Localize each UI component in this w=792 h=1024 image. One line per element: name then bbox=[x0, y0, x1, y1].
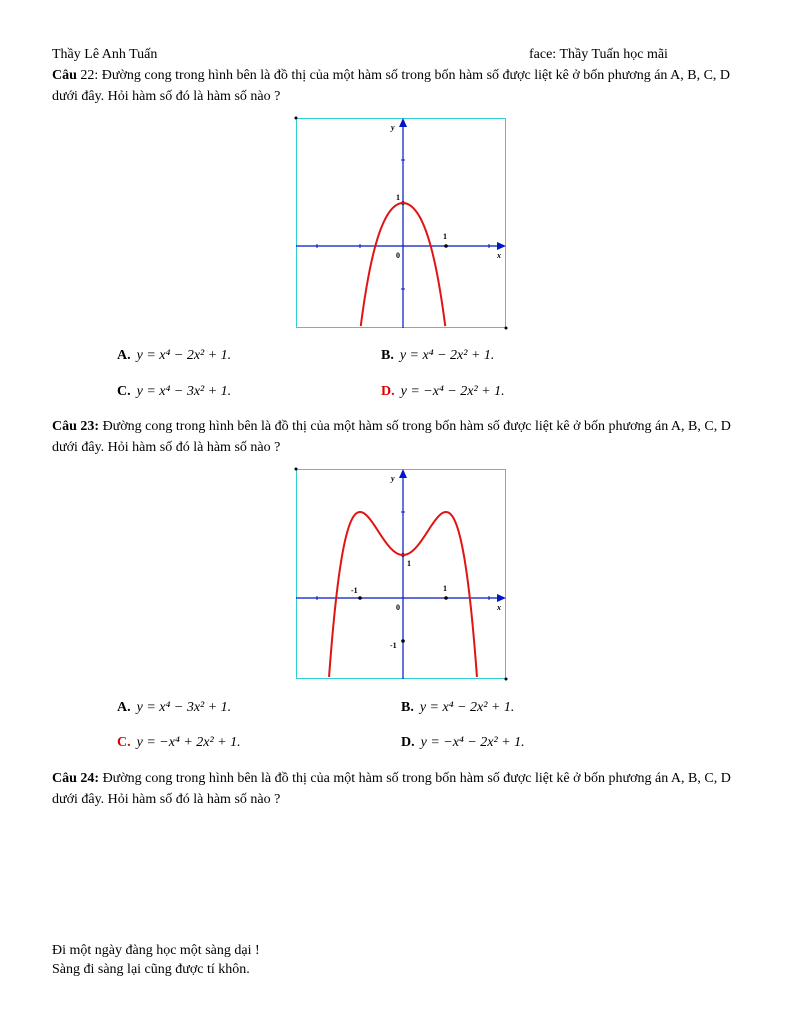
x-axis-label: x bbox=[497, 251, 501, 260]
x-axis-label: x bbox=[497, 603, 501, 612]
point-xm1 bbox=[358, 596, 362, 600]
graph-frame bbox=[297, 119, 506, 328]
origin-label: 0 bbox=[396, 603, 400, 612]
question-24-text: Đường cong trong hình bên là đồ thị của một hàm số trong bốn hàm số được liệt kê ở bốn phương án A, B, C, D dưới đây. Hỏi hàm số đó là hàm số nào ? bbox=[52, 771, 731, 807]
question-23 bbox=[52, 416, 752, 458]
y-axis-arrow-icon bbox=[399, 118, 407, 127]
question-24 bbox=[52, 768, 752, 810]
question-24-label: Câu 24: bbox=[52, 771, 100, 786]
graph-question-23 bbox=[296, 469, 508, 681]
q22-option-b: B. y = x⁴ − 2x² + 1. bbox=[381, 348, 495, 363]
graph-question-22 bbox=[296, 118, 508, 330]
question-23-label: Câu 23: bbox=[52, 419, 100, 434]
y-axis-arrow-icon bbox=[399, 469, 407, 478]
point-ym1 bbox=[401, 639, 405, 643]
tick-label-ym1: -1 bbox=[390, 641, 397, 650]
q23-option-d: D. y = −x⁴ − 2x² + 1. bbox=[401, 735, 525, 750]
q22-option-d-answer: D. y = −x⁴ − 2x² + 1. bbox=[381, 384, 505, 399]
question-22-number: 22: bbox=[80, 68, 99, 83]
q23-option-b: B. y = x⁴ − 2x² + 1. bbox=[401, 700, 515, 715]
tick-label-x1: 1 bbox=[443, 584, 447, 593]
q23-option-a: A. y = x⁴ − 3x² + 1. bbox=[117, 700, 232, 715]
q23-option-c-answer: C. y = −x⁴ + 2x² + 1. bbox=[117, 735, 241, 750]
tick-label-y1: 1 bbox=[396, 193, 400, 202]
question-23-text: Đường cong trong hình bên là đồ thị của một hàm số trong bốn hàm số được liệt kê ở bốn phương án A, B, C, D dưới đây. Hỏi hàm số đó là hàm số nào ? bbox=[52, 419, 731, 455]
y-axis-label: y bbox=[391, 123, 395, 132]
x-axis-arrow-icon bbox=[497, 242, 506, 250]
question-22-label: Câu bbox=[52, 68, 77, 83]
y-axis-label: y bbox=[391, 474, 395, 483]
q22-option-a: A. y = x⁴ − 2x² + 1. bbox=[117, 348, 232, 363]
q22-option-c: C. y = x⁴ − 3x² + 1. bbox=[117, 384, 232, 399]
point-x1 bbox=[444, 244, 448, 248]
point-x1 bbox=[444, 596, 448, 600]
tick-label-x1: 1 bbox=[443, 232, 447, 241]
footer-proverb-line-1: Đi một ngày đàng học một sàng dại ! bbox=[52, 943, 260, 958]
facebook-page: face: Thầy Tuấn học mãi bbox=[529, 47, 668, 62]
footer-proverb-line-2: Sàng đi sàng lại cũng được tí khôn. bbox=[52, 962, 250, 977]
x-axis-arrow-icon bbox=[497, 594, 506, 602]
tick-label-y1: 1 bbox=[407, 559, 411, 568]
tick-label-xm1: -1 bbox=[351, 586, 358, 595]
author-name: Thầy Lê Anh Tuấn bbox=[52, 47, 158, 62]
question-22 bbox=[52, 65, 752, 107]
question-22-text: Đường cong trong hình bên là đồ thị của một hàm số trong bốn hàm số được liệt kê ở bốn phương án A, B, C, D dưới đây. Hỏi hàm số đó là hàm số nào ? bbox=[52, 68, 731, 104]
origin-label: 0 bbox=[396, 251, 400, 260]
